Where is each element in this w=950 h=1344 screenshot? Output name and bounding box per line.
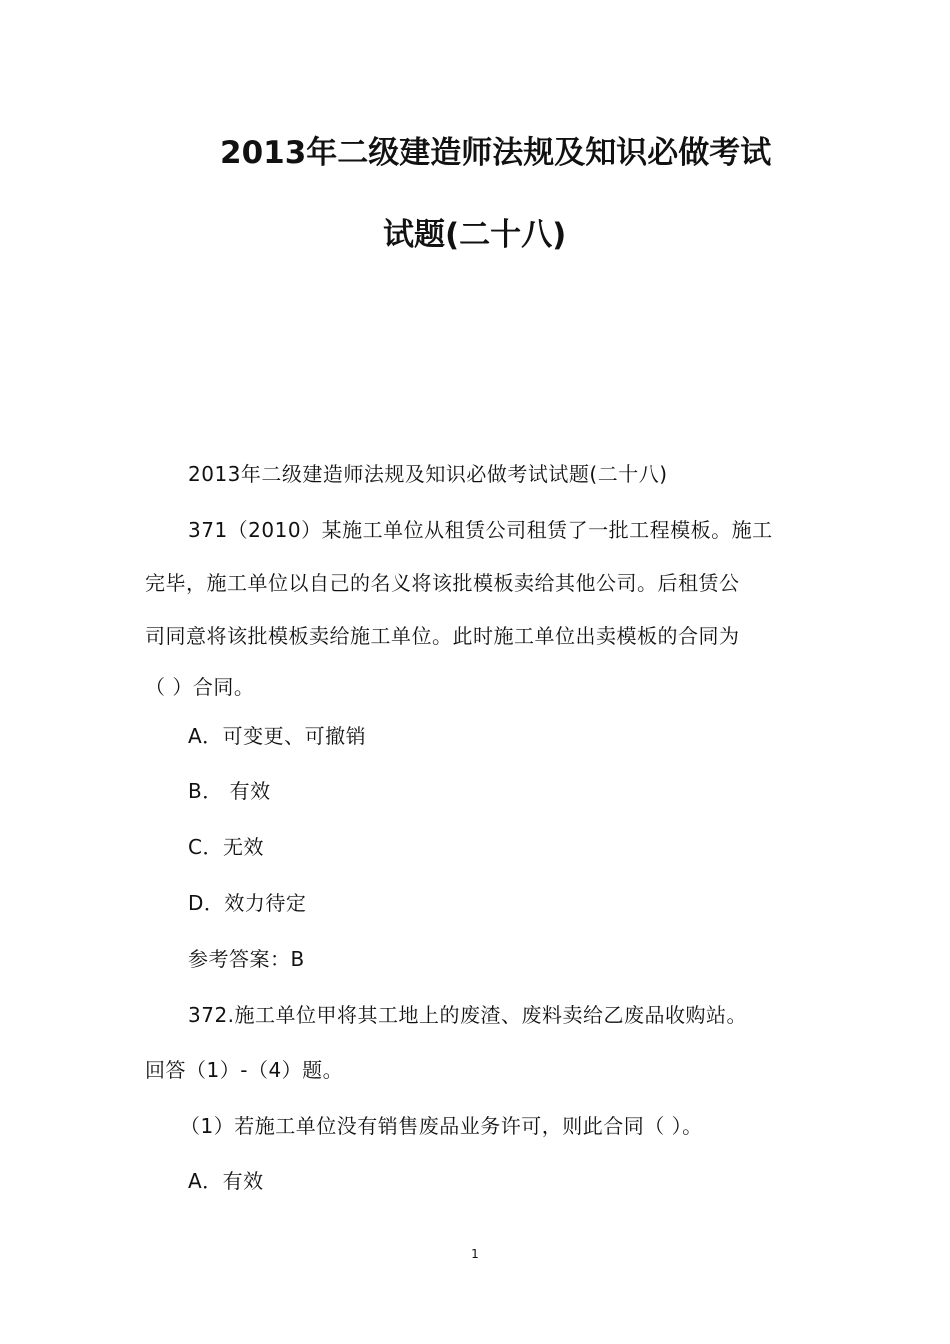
sub-question-1-option-a: A．有效 [188, 1169, 264, 1193]
sub-question-1: （1）若施工单位没有销售废品业务许可，则此合同（ ）。 [180, 1114, 703, 1138]
option-d: D．效力待定 [188, 891, 307, 915]
option-a: A．可变更、可撤销 [188, 724, 367, 748]
paragraph-heading: 2013年二级建造师法规及知识必做考试试题(二十八) [188, 462, 668, 486]
answer-371: 参考答案：B [188, 947, 305, 971]
question-372-line-1: 372.施工单位甲将其工地上的废渣、废料卖给乙废品收购站。 [188, 1003, 748, 1027]
question-371-line-4: （ ）合同。 [145, 675, 255, 699]
question-371-line-1: 371（2010）某施工单位从租赁公司租赁了一批工程模板。施工 [188, 518, 773, 542]
option-c: C．无效 [188, 835, 264, 859]
page-number: 1 [471, 1247, 479, 1261]
option-b: B． 有效 [188, 779, 271, 803]
document-title-line-1: 2013年二级建造师法规及知识必做考试 [220, 135, 772, 171]
document-title-line-2: 试题(二十八) [383, 217, 567, 253]
question-371-line-3: 司同意将该批模板卖给施工单位。此时施工单位出卖模板的合同为 [145, 624, 740, 648]
question-372-line-2: 回答（1）-（4）题。 [145, 1058, 344, 1082]
question-371-line-2: 完毕，施工单位以自己的名义将该批模板卖给其他公司。后租赁公 [145, 571, 740, 595]
